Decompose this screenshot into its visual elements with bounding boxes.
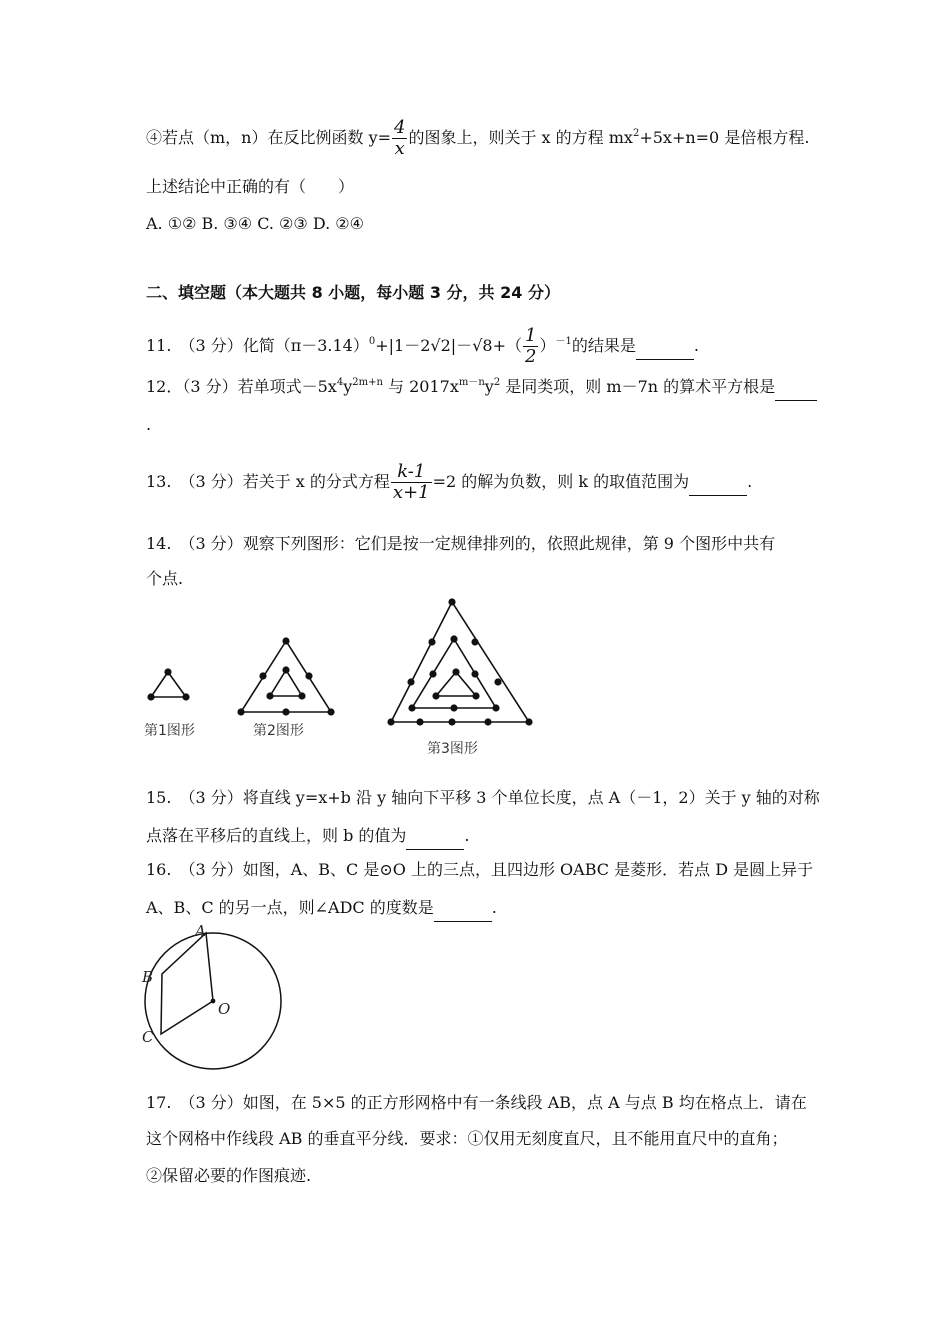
fig2-label: 第2图形 [253, 723, 304, 739]
q15-line1: 15. （3 分）将直线 y=x+b 沿 y 轴向下平移 3 个单位长度，点 A（－1，2）关于 y 轴的对称 [146, 788, 820, 807]
label-o: O [218, 1000, 231, 1018]
q15-line2: 点落在平移后的直线上，则 b 的值为 . [146, 825, 470, 850]
fraction-k-minus-1-over-x-plus-1: $\frac{k-1}{x+1}$ [392, 461, 430, 503]
q14-line1: 14. （3 分）观察下列图形：它们是按一定规律排列的，依照此规律，第 9 个图形中共有 [146, 534, 776, 553]
answer-blank [406, 827, 464, 850]
q17-line3: ②保留必要的作图痕迹. [146, 1166, 312, 1185]
q16-line2: A、B、C 的另一点，则∠ADC 的度数是 . [146, 897, 497, 922]
answer-blank [434, 899, 492, 922]
q12: 12．（3 分）若单项式$-5x^4y^{2m+n}$ 与 $2017x^{m-n}y^2$ 是同类项，则 m－7n 的算术平方根是 [146, 376, 817, 401]
q16-circle-figure [130, 920, 290, 1070]
label-b: B [142, 968, 154, 986]
q11: 11. （3 分）化简$(\pi-3.14)^0+|1-2√2|-√8+$（ $\frac{1}{2}$ ）$^{-1}$的结果是 . [146, 325, 699, 367]
section-title: 二、填空题（本大题共 8 小题，每小题 3 分，共 24 分） [146, 283, 560, 302]
label-c: C [142, 1028, 154, 1046]
answer-blank [775, 378, 817, 401]
q13: 13. （3 分）若关于 x 的分式方程 $\frac{k-1}{x+1}$ =2 的解为负数，则 k 的取值范围为 . [146, 461, 753, 503]
q10-item4: ④若点（m，n）在反比例函数 y= $\frac{4}{x}$ 的图象上，则关于 x 的方程 $mx^2+5x+n=0$ 是倍根方程. [146, 117, 810, 159]
q14-dot-triangles-figure [0, 590, 950, 770]
fig1-label: 第1图形 [144, 723, 195, 739]
q10-options: A. ①② B. ③④ C. ②③ D. ②④ [146, 214, 364, 233]
fraction-4-over-x: $\frac{4}{x}$ [394, 117, 406, 159]
q12-continuation: . [146, 415, 152, 434]
answer-blank [689, 473, 747, 496]
center-point-o [211, 999, 216, 1004]
label-a: A [195, 922, 206, 940]
answer-blank [636, 337, 694, 360]
q16-line1: 16. （3 分）如图，A、B、C 是⊙O 上的三点，且四边形 OABC 是菱形．若点 D 是圆上异于 [146, 860, 814, 879]
q17-line1: 17. （3 分）如图，在 5×5 的正方形网格中有一条线段 AB，点 A 与点 B 均在格点上．请在 [146, 1093, 807, 1112]
q14-line2: 个点. [146, 569, 184, 588]
q10-prompt: 上述结论中正确的有（ ） [146, 177, 355, 196]
q17-line2: 这个网格中作线段 AB 的垂直平分线．要求：①仅用无刻度直尺，且不能用直尺中的直角； [146, 1129, 788, 1148]
fig3-label: 第3图形 [427, 741, 478, 757]
rhombus-oabc [161, 933, 213, 1034]
fraction-1-over-2: $\frac{1}{2}$ [524, 325, 537, 367]
